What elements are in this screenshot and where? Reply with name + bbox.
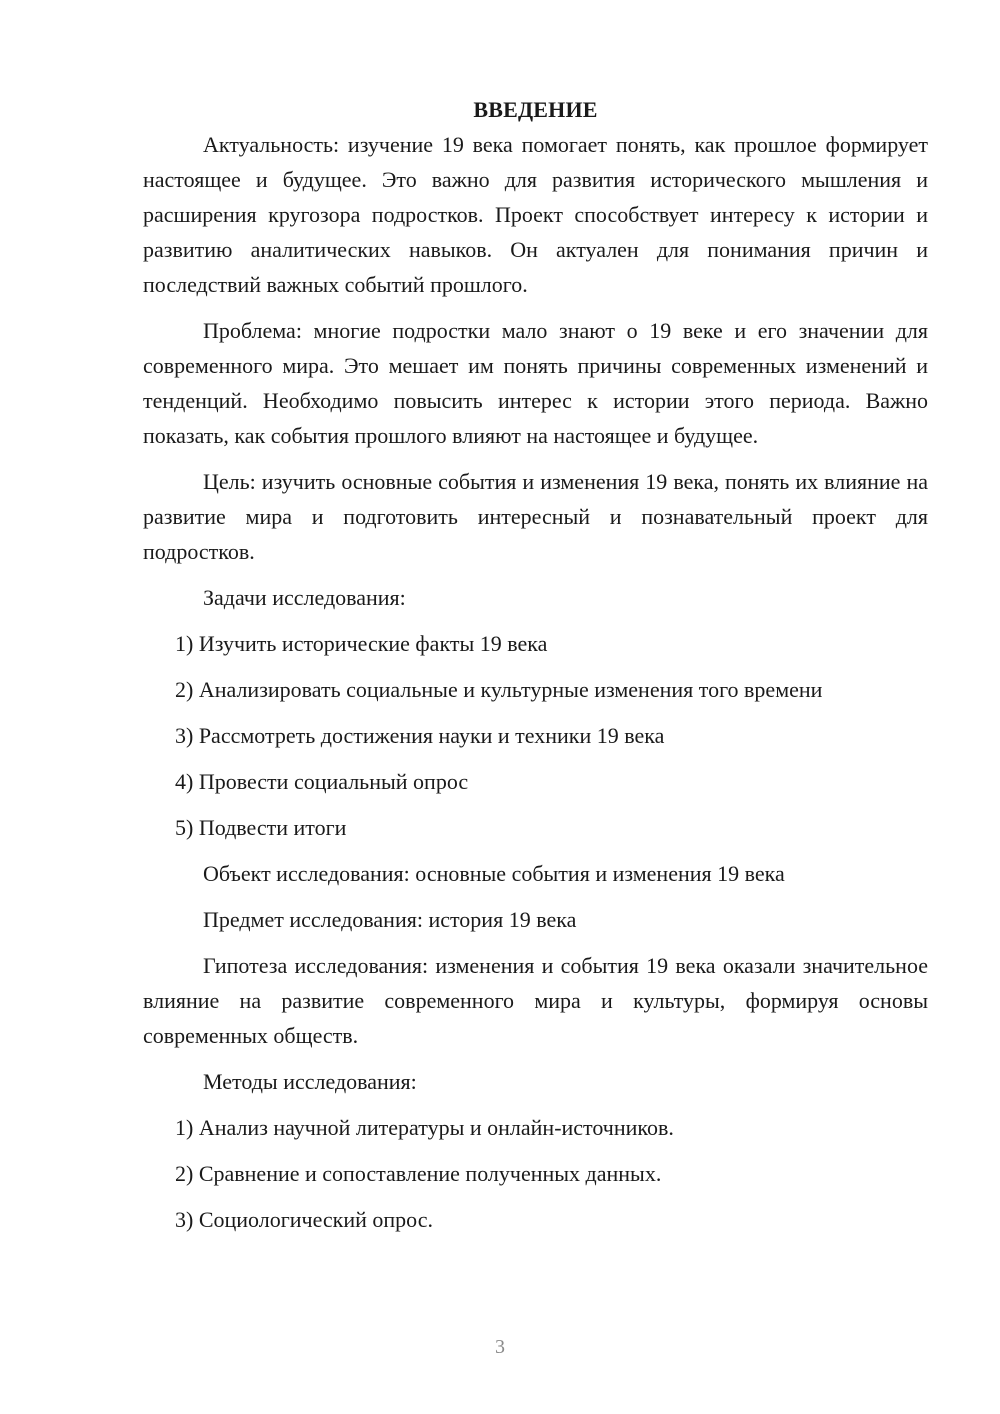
task-item: 2) Анализировать социальные и культурные изменения того времени (175, 677, 823, 702)
paragraph-gap (143, 891, 928, 902)
task-item: 3) Рассмотреть достижения науки и техники 19 века (175, 723, 665, 748)
relevance-paragraph: Актуальность: изучение 19 века помогает понять, как прошлое формирует настоящее и будущее. Это важно для развития исторического мышления и расширения кругозора подростков. Проект способствует интересу к истории и развитию аналитических навыков. Он актуален для понимания причин и последствий важных событий прошлого. (143, 132, 928, 297)
paragraph-gap (143, 1099, 928, 1110)
method-item: 3) Социологический опрос. (175, 1207, 433, 1232)
task-item: 4) Провести социальный опрос (175, 769, 469, 794)
paragraph-gap (143, 569, 928, 580)
paragraph-gap (143, 845, 928, 856)
goal-paragraph: Цель: изучить основные события и изменения 19 века, понять их влияние на развитие мира и подготовить интересный и познавательный проект для подростков. (143, 469, 928, 564)
hypothesis-paragraph: Гипотеза исследования: изменения и события 19 века оказали значительное влияние на развитие современного мира и культуры, формируя основы современных обществ. (143, 953, 928, 1048)
research-object: Объект исследования: основные события и изменения 19 века (203, 861, 785, 886)
tasks-heading: Задачи исследования: (203, 585, 406, 610)
page-content (143, 92, 928, 1237)
methods-heading: Методы исследования: (203, 1069, 417, 1094)
paragraph-gap (143, 1191, 928, 1202)
page-number: 3 (495, 1336, 505, 1358)
paragraph-gap (143, 1145, 928, 1156)
research-subject: Предмет исследования: история 19 века (203, 907, 577, 932)
paragraph-gap (143, 661, 928, 672)
problem-paragraph: Проблема: многие подростки мало знают о 19 веке и его значении для современного мира. Это мешает им понять причины современных изменений и тенденций. Необходимо повысить интерес к истории этого периода. Важно показать, как события прошлого влияют на настоящее и будущее. (143, 318, 928, 448)
paragraph-gap (143, 302, 928, 313)
task-item: 5) Подвести итоги (175, 815, 347, 840)
page-title: ВВЕДЕНИЕ (473, 97, 598, 122)
method-item: 2) Сравнение и сопоставление полученных данных. (175, 1161, 662, 1186)
paragraph-gap (143, 799, 928, 810)
paragraph-gap (143, 753, 928, 764)
paragraph-gap (143, 615, 928, 626)
paragraph-gap (143, 937, 928, 948)
paragraph-gap (143, 707, 928, 718)
task-item: 1) Изучить исторические факты 19 века (175, 631, 548, 656)
method-item: 1) Анализ научной литературы и онлайн-источников. (175, 1115, 674, 1140)
paragraph-gap (143, 1053, 928, 1064)
paragraph-gap (143, 453, 928, 464)
